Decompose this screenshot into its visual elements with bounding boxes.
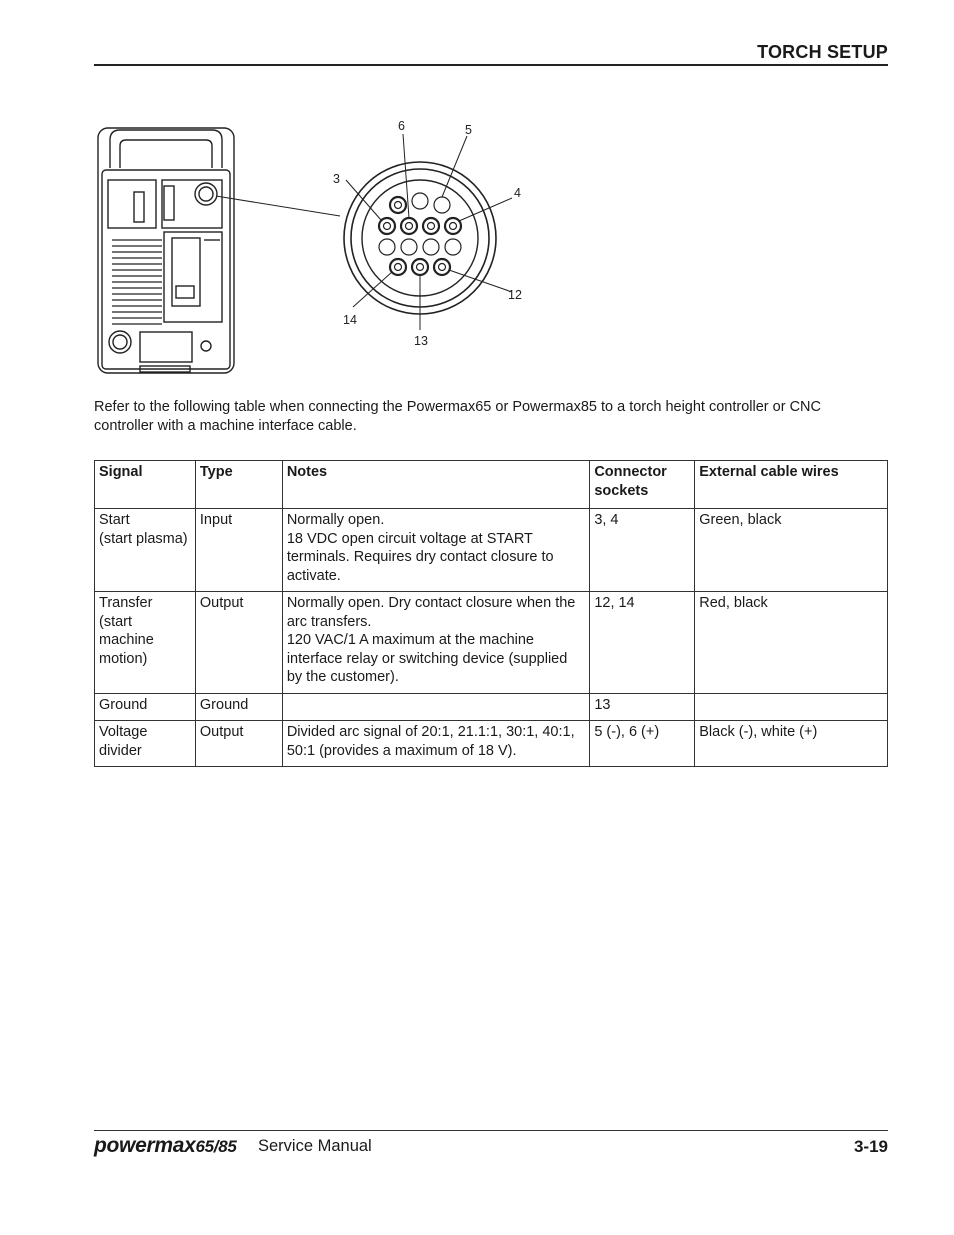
table-row — [95, 721, 888, 767]
pin-label-13: 13 — [414, 334, 428, 348]
pin-label-12: 12 — [508, 288, 522, 302]
cell-wires — [695, 693, 888, 721]
brand-name: powermax — [94, 1134, 196, 1157]
header-signal: Signal — [95, 461, 196, 509]
table-row — [95, 509, 888, 592]
header-external-cable-wires: External cable wires — [695, 461, 888, 509]
intro-paragraph: Refer to the following table when connecting the Powermax65 or Powermax85 to a torch height controller or CNC controller with a machine interface cable. — [94, 399, 821, 434]
power-supply-rear-view — [98, 128, 234, 373]
cell-signal: Voltage divider — [95, 721, 196, 767]
connector-diagram — [94, 110, 554, 390]
cell-sockets: 13 — [590, 693, 695, 721]
cell-sockets: 12, 14 — [590, 592, 695, 694]
manual-title: Service Manual — [258, 1137, 372, 1155]
cell-notes: Divided arc signal of 20:1, 21.1:1, 30:1, 40:1, 50:1 (provides a maximum of 18 V). — [282, 721, 589, 767]
cell-sockets: 5 (-), 6 (+) — [590, 721, 695, 767]
header-notes: Notes — [282, 461, 589, 509]
signal-table — [94, 460, 888, 767]
brand-logo — [94, 1134, 237, 1158]
footer-rule — [94, 1130, 888, 1131]
brand-model: 65/85 — [195, 1137, 237, 1156]
pin-leaders — [346, 134, 512, 330]
cell-notes: Normally open. Dry contact closure when the arc transfers. 120 VAC/1 A maximum at the machine interface relay or switching device (supplied by the customer). — [282, 592, 589, 694]
pin-label-6: 6 — [398, 119, 405, 133]
page-number: 3-19 — [853, 1137, 888, 1156]
table-row — [95, 592, 888, 694]
pin-label-5: 5 — [465, 123, 472, 137]
cell-sockets: 3, 4 — [590, 509, 695, 592]
header-rule — [94, 64, 888, 66]
header-connector-sockets: Connector sockets — [590, 461, 695, 509]
cell-signal: Transfer (start machine motion) — [95, 592, 196, 694]
cell-notes — [282, 693, 589, 721]
pin-label-4: 4 — [514, 186, 521, 200]
header-type: Type — [195, 461, 282, 509]
cell-type: Input — [195, 509, 282, 592]
cell-type: Output — [195, 721, 282, 767]
table-row — [95, 693, 888, 721]
section-title: TORCH SETUP — [757, 42, 888, 62]
cell-wires: Black (-), white (+) — [695, 721, 888, 767]
cell-signal: Start (start plasma) — [95, 509, 196, 592]
cell-signal: Ground — [95, 693, 196, 721]
cell-wires: Red, black — [695, 592, 888, 694]
cell-type: Ground — [195, 693, 282, 721]
pin-label-3: 3 — [333, 172, 340, 186]
cell-notes: Normally open. 18 VDC open circuit voltage at START terminals. Requires dry contact closure to activate. — [282, 509, 589, 592]
connector-figure — [94, 110, 554, 390]
page-footer — [94, 1136, 888, 1160]
pin-label-14: 14 — [343, 313, 357, 327]
cell-wires: Green, black — [695, 509, 888, 592]
cell-type: Output — [195, 592, 282, 694]
table-header-row — [95, 461, 888, 509]
